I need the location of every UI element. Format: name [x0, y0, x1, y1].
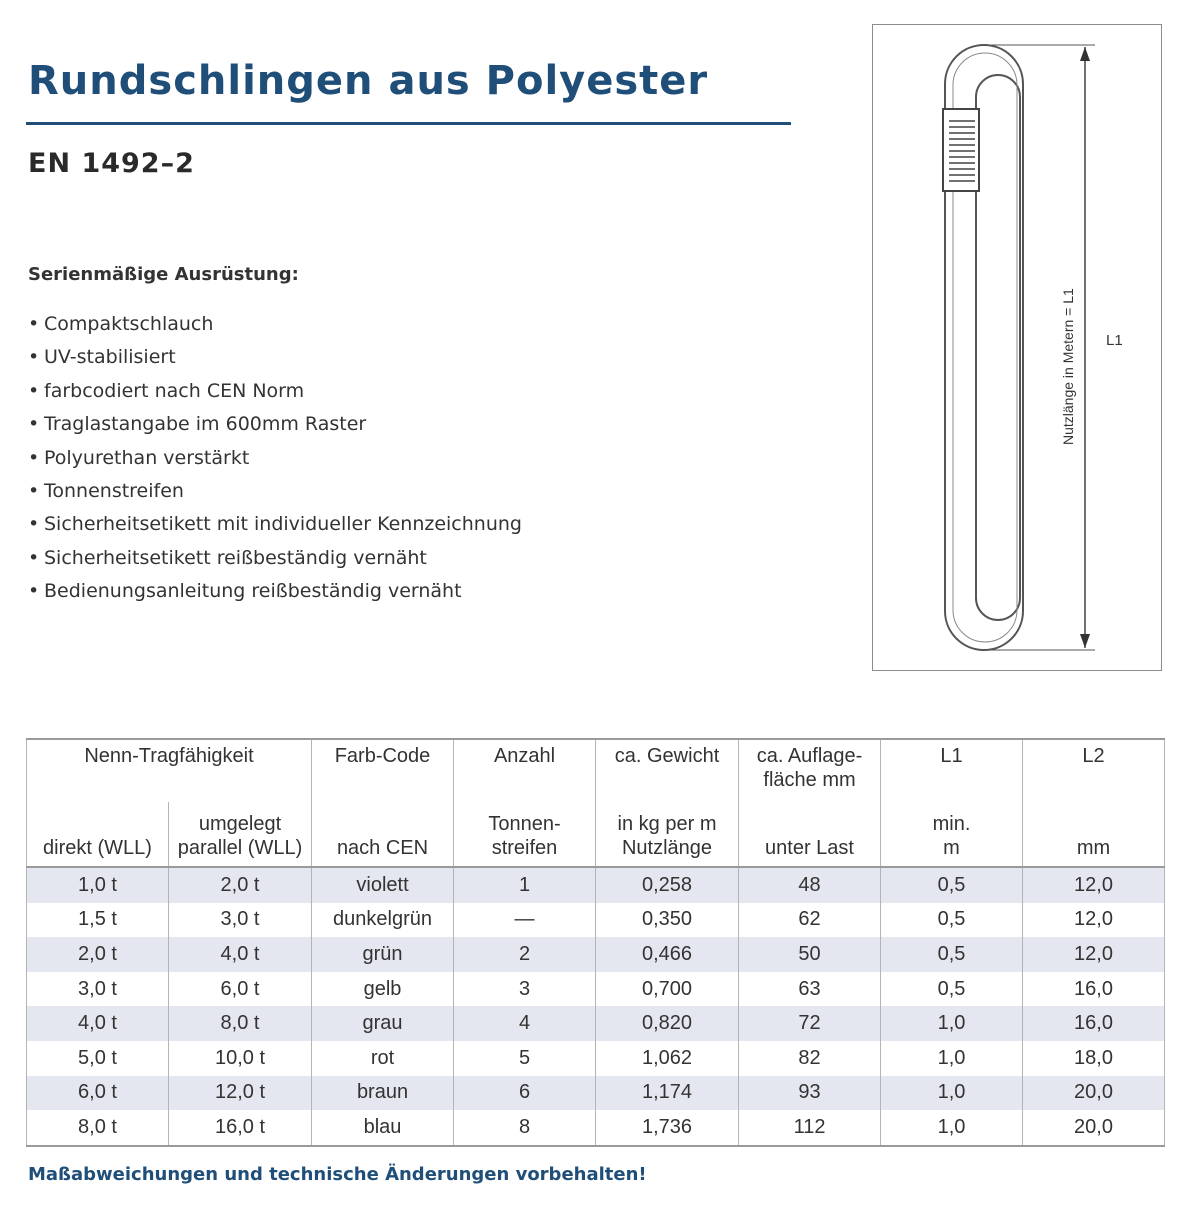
table-cell: 93: [739, 1076, 881, 1111]
header-text: in kg per m: [617, 813, 717, 835]
header-wll-parallel: [169, 802, 312, 867]
sling-drawing: [873, 25, 1163, 672]
list-item: [28, 508, 522, 541]
table-cell: 0,350: [596, 903, 739, 938]
table-row: [27, 1076, 1165, 1111]
table-cell: gelb: [312, 972, 454, 1007]
table-cell: 0,5: [881, 903, 1023, 938]
bullet-icon: •: [28, 346, 40, 369]
specification-table: [26, 738, 1165, 1147]
table-cell: rot: [312, 1041, 454, 1076]
page-title: Rundschlingen aus Polyester: [28, 58, 709, 104]
header-wll-group: Nenn-Tragfähigkeit: [27, 739, 312, 802]
list-item-label: Bedienungsanleitung reißbeständig vernäht: [44, 580, 462, 603]
list-item: [28, 308, 522, 341]
table-cell: 0,5: [881, 972, 1023, 1007]
table-cell: 0,700: [596, 972, 739, 1007]
label-tag-icon: [943, 109, 979, 191]
table-cell: 0,5: [881, 867, 1023, 903]
table-cell: 1,0: [881, 1076, 1023, 1111]
header-weight-unit: [596, 802, 739, 867]
table-cell: —: [454, 903, 596, 938]
table-cell: 1,0: [881, 1006, 1023, 1041]
list-item: [28, 442, 522, 475]
table-row: [27, 1110, 1165, 1146]
table-header-row: [27, 739, 1165, 802]
header-text: ca. Gewicht: [614, 745, 720, 767]
standard-subtitle: EN 1492–2: [28, 148, 195, 179]
table-body: [27, 867, 1165, 1146]
table-cell: 1,5 t: [27, 903, 169, 938]
table-cell: 63: [739, 972, 881, 1007]
table-cell: 112: [739, 1110, 881, 1146]
table-cell: 12,0: [1023, 903, 1165, 938]
list-item-label: Polyurethan verstärkt: [44, 446, 250, 469]
table-cell: 1,062: [596, 1041, 739, 1076]
table-cell: violett: [312, 867, 454, 903]
list-item-label: Sicherheitsetikett mit individueller Kennzeichnung: [44, 513, 522, 536]
header-text: nach CEN: [336, 837, 429, 859]
table-cell: 2: [454, 937, 596, 972]
table-cell: 4: [454, 1006, 596, 1041]
list-item: [28, 475, 522, 508]
header-color-code: [312, 739, 454, 802]
list-item-label: UV-stabilisiert: [44, 346, 176, 369]
header-text: Tonnen-: [488, 813, 561, 835]
table-cell: 16,0: [1023, 972, 1165, 1007]
table-cell: 5,0 t: [27, 1041, 169, 1076]
table-cell: 16,0 t: [169, 1110, 312, 1146]
table-cell: 4,0 t: [169, 937, 312, 972]
disclaimer-note: Maßabweichungen und technische Änderungen vorbehalten!: [28, 1164, 647, 1185]
table-cell: 0,466: [596, 937, 739, 972]
bullet-icon: •: [28, 379, 40, 402]
table-cell: 8,0 t: [169, 1006, 312, 1041]
table-cell: grau: [312, 1006, 454, 1041]
table-cell: 2,0 t: [169, 867, 312, 903]
header-text: parallel (WLL): [177, 837, 303, 859]
list-item: [28, 341, 522, 374]
sling-diagram: [872, 24, 1162, 671]
table-cell: 48: [739, 867, 881, 903]
table-cell: dunkelgrün: [312, 903, 454, 938]
bullet-icon: •: [28, 480, 40, 503]
length-label: Nutzlänge in Metern = L1: [1060, 288, 1076, 445]
header-text: unter Last: [765, 837, 854, 859]
header-contact-area: [739, 739, 881, 802]
list-item-label: Traglastangabe im 600mm Raster: [44, 413, 367, 436]
table-cell: grün: [312, 937, 454, 972]
dimension-label: L1: [1106, 332, 1123, 349]
table-cell: 0,5: [881, 937, 1023, 972]
table-cell: 3: [454, 972, 596, 1007]
list-item-label: farbcodiert nach CEN Norm: [44, 379, 305, 402]
header-text: umgelegt: [198, 813, 282, 835]
list-item-label: Sicherheitsetikett reißbeständig vernäht: [44, 546, 427, 569]
table-cell: blau: [312, 1110, 454, 1146]
table-cell: 4,0 t: [27, 1006, 169, 1041]
header-stripes: [454, 802, 596, 867]
list-item: [28, 575, 522, 608]
table-row: [27, 937, 1165, 972]
header-l1: [881, 739, 1023, 802]
header-text: mm: [1076, 837, 1111, 859]
bullet-icon: •: [28, 580, 40, 603]
table-row: [27, 867, 1165, 903]
table-cell: 8,0 t: [27, 1110, 169, 1146]
table-cell: 3,0 t: [169, 903, 312, 938]
table-cell: 6: [454, 1076, 596, 1111]
table-cell: 1: [454, 867, 596, 903]
bullet-icon: •: [28, 413, 40, 436]
header-area-unit: [739, 802, 881, 867]
header-wll-direct: [27, 802, 169, 867]
bullet-icon: •: [28, 546, 40, 569]
table-cell: 50: [739, 937, 881, 972]
header-l2: [1023, 739, 1165, 802]
table-cell: 12,0 t: [169, 1076, 312, 1111]
table-cell: 1,0: [881, 1041, 1023, 1076]
table-cell: 1,0: [881, 1110, 1023, 1146]
table-cell: braun: [312, 1076, 454, 1111]
header-text: L1: [940, 745, 963, 767]
table-row: [27, 1006, 1165, 1041]
list-item: [28, 542, 522, 575]
table-cell: 5: [454, 1041, 596, 1076]
table-cell: 12,0: [1023, 937, 1165, 972]
sling-inner-outline: [976, 75, 1020, 620]
bullet-icon: •: [28, 446, 40, 469]
title-underline: [26, 122, 791, 125]
table-row: [27, 972, 1165, 1007]
header-stripe-count: [454, 739, 596, 802]
header-text: L2: [1082, 745, 1105, 767]
table-cell: 10,0 t: [169, 1041, 312, 1076]
table-cell: 72: [739, 1006, 881, 1041]
header-text: fläche mm: [763, 769, 856, 791]
header-text: Anzahl: [493, 745, 556, 767]
table-row: [27, 1041, 1165, 1076]
table-cell: 1,0 t: [27, 867, 169, 903]
arrow-down-icon: [1080, 634, 1090, 648]
table-cell: 20,0: [1023, 1076, 1165, 1111]
table-cell: 18,0: [1023, 1041, 1165, 1076]
header-weight: [596, 739, 739, 802]
header-l2-unit: [1023, 802, 1165, 867]
table-cell: 82: [739, 1041, 881, 1076]
equipment-list: [28, 308, 522, 609]
header-text: Nutzlänge: [621, 837, 713, 859]
list-item-label: Tonnenstreifen: [44, 480, 184, 503]
table-cell: 0,820: [596, 1006, 739, 1041]
bullet-icon: •: [28, 513, 40, 536]
table-cell: 12,0: [1023, 867, 1165, 903]
table-cell: 6,0 t: [27, 1076, 169, 1111]
table-cell: 20,0: [1023, 1110, 1165, 1146]
table-cell: 8: [454, 1110, 596, 1146]
table-cell: 62: [739, 903, 881, 938]
table-cell: 1,736: [596, 1110, 739, 1146]
table-cell: 0,258: [596, 867, 739, 903]
list-item: [28, 375, 522, 408]
header-text: direkt (WLL): [43, 837, 152, 859]
header-text: streifen: [491, 837, 558, 859]
header-text: m: [943, 837, 960, 859]
header-l1-unit: [881, 802, 1023, 867]
table-cell: 2,0 t: [27, 937, 169, 972]
header-text: ca. Auflage-: [756, 745, 863, 767]
arrow-up-icon: [1080, 47, 1090, 61]
table-cell: 16,0: [1023, 1006, 1165, 1041]
header-color-norm: [312, 802, 454, 867]
header-text: Farb-Code: [334, 745, 431, 767]
table-subheader-row: [27, 802, 1165, 867]
table-cell: 6,0 t: [169, 972, 312, 1007]
list-item-label: Compaktschlauch: [44, 313, 214, 335]
table-row: [27, 903, 1165, 938]
list-item: [28, 408, 522, 441]
equipment-heading: Serienmäßige Ausrüstung:: [28, 264, 299, 285]
table-cell: 1,174: [596, 1076, 739, 1111]
bullet-icon: •: [28, 313, 40, 335]
table-cell: 3,0 t: [27, 972, 169, 1007]
header-text: min.: [932, 813, 971, 835]
